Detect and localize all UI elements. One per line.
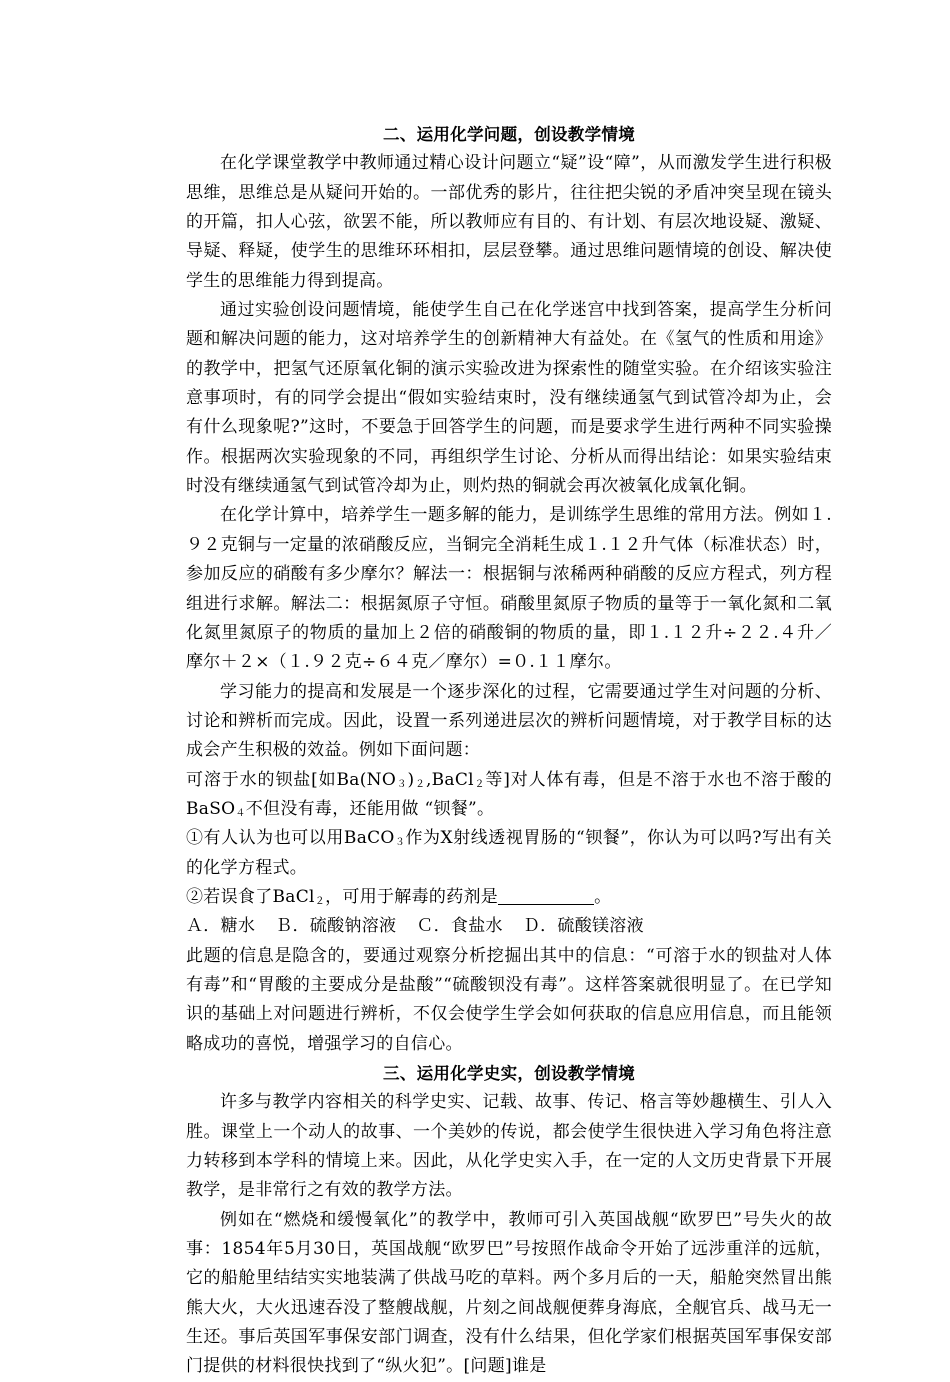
section-2-paragraph-3: 在化学计算中，培养学生一题多解的能力，是训练学生思维的常用方法。例如１.９２克铜与一定量的浓硝酸反应，当铜完全消耗生成１.１２升气体（标准状态）时，参加反应的硝酸有多少摩尔？解法一：根据铜与浓稀两种硝酸的反应方程式，列方程组进行求解。解法二：根据氮原子守恒。硝酸里氮原子物质的量等于一氧化氮和二氧化氮里氮原子的物质的量加上２倍的硝酸铜的物质的量，即１.１２升÷２２.４升／摩尔＋２×（１.９２克÷６４克／摩尔）=０.１１摩尔。 bbox=[186, 505, 832, 673]
section-2-paragraph-2: 通过实验创设问题情境，能使学生自己在化学迷宫中找到答案，提高学生分析问题和解决问题的能力，这对培养学生的创新精神大有益处。在《氢气的性质和用途》的教学中，把氢气还原氧化铜的演示实验改进为探索性的随堂实验。在介绍该实验注意事项时，有的同学会提出“假如实验结束时，没有继续通氢气到试管冷却为止，会有什么现象呢?”这时，不要急于回答学生的问题，而是要求学生进行两种不同实验操作。根据两次实验现象的不同，再组织学生讨论、分析从而得出结论：如果实验结束时没有继续通氢气到试管冷却为止，则灼热的铜就会再次被氧化成氧化铜。 bbox=[186, 300, 832, 497]
section-3-paragraph-2: 例如在“燃烧和缓慢氧化”的教学中，教师可引入英国战舰“欧罗巴”号失火的故事：1854年5月30日，英国战舰“欧罗巴”号按照作战命令开始了远涉重洋的远航，它的船舱里结结实实地装满了供战马吃的草料。两个多月后的一天，船舱突然冒出熊熊大火，大火迅速吞没了整艘战舰，片刻之间战舰便葬身海底，全舰官兵、战马无一生还。事后英国军事保安部门调查，没有什么结果，但化学家们根据英国军事保安部门提供的材料很快找到了“纵火犯”。[问题]谁是 bbox=[186, 1209, 832, 1377]
question-1-subscript: ３ bbox=[394, 837, 406, 849]
section-2-paragraph-5: 此题的信息是隐含的，要通过观察分析挖掘出其中的信息：“可溶于水的钡盐对人体有毒”和“胃酸的主要成分是盐酸”“硫酸钡没有毒”。这样答案就很明显了。在已学知识的基础上对问题进行辨析，不仅会使学生学会如何获取的信息应用信息，而且能领略成功的喜悦，增强学习的自信心。 bbox=[186, 945, 832, 1054]
option-c: Ｃ．食盐水 bbox=[416, 916, 503, 937]
section-2-paragraph-1: 在化学课堂教学中教师通过精心设计问题立“疑”设“障”，从而激发学生进行积极思维，思维总是从疑问开始的。一部优秀的影片，往往把尖锐的矛盾冲突呈现在镜头的开篇，扣人心弦，欲罢不能，所以教师应有目的、有计划、有层次地设疑、激疑、导疑、释疑，使学生的思维环环相扣，层层登攀。通过思维问题情境的创设、解决使学生的思维能力得到提高。 bbox=[186, 153, 832, 291]
document-page bbox=[186, 120, 832, 1382]
subscript-2b: ２ bbox=[473, 778, 486, 790]
section-3-heading: 三、运用化学史实，创设教学情境 bbox=[383, 1064, 635, 1083]
question-intro bbox=[186, 766, 832, 825]
question-2-text-a: ②若误食了BaCl bbox=[186, 886, 315, 907]
question-intro-text-c: ,BaCl bbox=[425, 769, 474, 790]
question-2-text-c: 。 bbox=[594, 886, 612, 907]
section-2-paragraph-4: 学习能力的提高和发展是一个逐步深化的过程，它需要通过学生对问题的分析、讨论和辨析而完成。因此，设置一系列递进层次的辨析问题情境，对于教学目标的达成会产生积极的效益。例如下面问题： bbox=[186, 681, 832, 761]
question-intro-text-d: 等]对人体有毒，但是不溶于水也不溶于酸的BaSO bbox=[186, 769, 832, 819]
option-b: Ｂ．硫酸钠溶液 bbox=[275, 916, 397, 937]
question-2-text-b: ，可用于解毒的药剂是 bbox=[325, 886, 499, 907]
question-intro-text-e: 不但没有毒，还能用做 “钡餐”。 bbox=[245, 798, 495, 819]
question-1-text-b: 作为X射线透视胃肠的“钡餐”，你认为可以吗?写出有关的化学方程式。 bbox=[186, 828, 832, 878]
subscript-2: ２ bbox=[414, 778, 426, 790]
subscript-3: ３ bbox=[396, 778, 408, 790]
question-1-text-a: ①有人认为也可以用BaCO bbox=[186, 828, 395, 849]
question-intro-text-a: 可溶于水的钡盐[如Ba(NO bbox=[186, 769, 397, 790]
section-2-heading: 二、运用化学问题，创设教学情境 bbox=[383, 125, 635, 144]
subscript-4: ４ bbox=[235, 807, 246, 819]
option-a: Ａ．糖水 bbox=[186, 916, 256, 937]
question-1 bbox=[186, 824, 832, 883]
question-2 bbox=[186, 883, 832, 912]
question-2-subscript: ２ bbox=[314, 895, 326, 907]
option-d: Ｄ．硫酸镁溶液 bbox=[522, 916, 644, 937]
section-3-paragraph-1: 许多与教学内容相关的科学史实、记载、故事、传记、格言等妙趣横生、引人入胜。课堂上一个动人的故事、一个美妙的传说，都会使学生很快进入学习角色将注意力转移到本学科的情境上来。因此，从化学史实入手，在一定的人文历史背景下开展教学，是非常行之有效的教学方法。 bbox=[186, 1092, 832, 1201]
answer-options bbox=[186, 912, 832, 941]
question-intro-text-b: ) bbox=[407, 769, 415, 790]
answer-blank bbox=[498, 886, 594, 905]
